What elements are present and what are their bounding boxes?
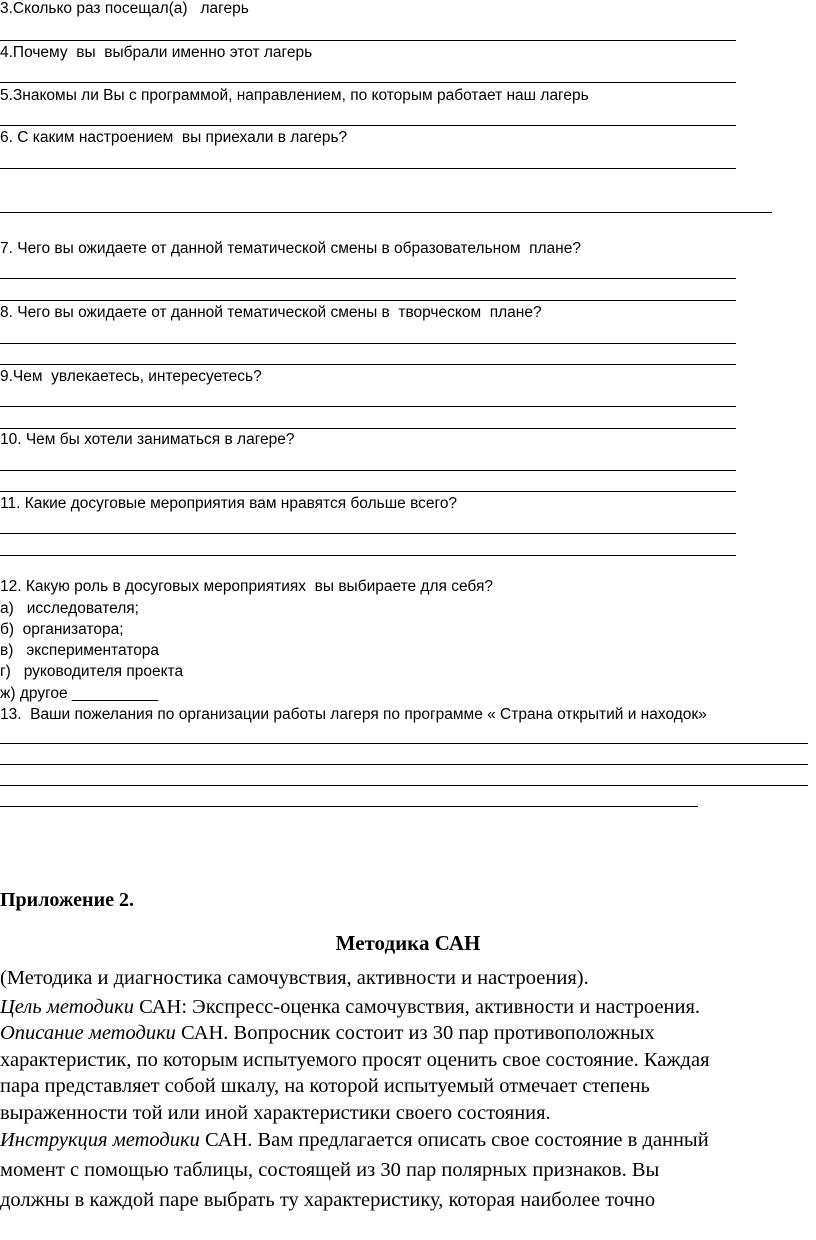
answer-line xyxy=(0,212,772,213)
line-text: САН. Вопросник состоит из 30 пар противоположных xyxy=(175,1022,655,1044)
paragraph-line xyxy=(0,1128,709,1152)
answer-line xyxy=(0,785,808,786)
question-4: 4.Почему вы выбрали именно этот лагерь xyxy=(0,44,313,61)
answer-line xyxy=(0,555,736,556)
answer-line xyxy=(0,278,736,279)
answer-line xyxy=(0,82,736,83)
question-8: 8. Чего вы ожидаете от данной тематической смены в творческом плане? xyxy=(0,304,542,321)
paragraph-line xyxy=(0,1074,650,1098)
line-text: должны в каждой паре выбрать ту характеристику, которая наиболее точно xyxy=(0,1189,656,1211)
option-a: а) исследователя; xyxy=(0,600,139,617)
paragraph-line xyxy=(0,1188,655,1212)
answer-line xyxy=(0,364,736,365)
answer-line xyxy=(0,168,736,169)
italic-term: Инструкция методики xyxy=(0,1129,200,1151)
option-other: ж) другое __________ xyxy=(0,685,159,702)
question-11: 11. Какие досуговые мероприятия вам нравятся больше всего? xyxy=(0,495,458,512)
answer-line xyxy=(0,343,736,344)
answer-line xyxy=(0,40,736,41)
paragraph-line xyxy=(0,1048,710,1072)
italic-term: Цель методики xyxy=(0,996,134,1018)
answer-line xyxy=(0,764,808,765)
paragraph-line xyxy=(0,1101,551,1125)
answer-line xyxy=(0,300,736,301)
answer-line xyxy=(0,470,736,471)
method-title: Методика САН xyxy=(335,931,481,955)
question-7: 7. Чего вы ожидаете от данной тематической смены в образовательном плане? xyxy=(0,240,581,257)
question-9: 9.Чем увлекаетесь, интересуетесь? xyxy=(0,368,262,385)
question-12: 12. Какую роль в досуговых мероприятиях вы выбираете для себя? xyxy=(0,578,493,595)
question-10: 10. Чем бы хотели заниматься в лагере? xyxy=(0,431,295,448)
line-text: момент с помощью таблицы, состоящей из 30 пар полярных признаков. Вы xyxy=(0,1159,660,1181)
question-6: 6. С каким настроением вы приехали в лагерь? xyxy=(0,129,348,146)
paragraph-line xyxy=(0,1021,655,1045)
answer-line xyxy=(0,406,736,407)
answer-line xyxy=(0,125,736,126)
line-text: САН. Вам предлагается описать свое состояние в данный xyxy=(199,1129,709,1151)
question-13: 13. Ваши пожелания по организации работы лагеря по программе « Страна открытий и находок» xyxy=(0,706,707,723)
answer-line xyxy=(0,533,736,534)
answer-line xyxy=(0,806,698,807)
line-text: САН: Экспресс-оценка самочувствия, активности и настроения. xyxy=(133,996,701,1018)
answer-line xyxy=(0,428,736,429)
question-5: 5.Знакомы ли Вы с программой, направлением, по которым работает наш лагерь xyxy=(0,87,589,104)
option-d: г) руководителя проекта xyxy=(0,663,184,680)
appendix-label: Приложение 2. xyxy=(0,889,134,911)
question-3: 3.Сколько раз посещал(а) лагерь xyxy=(0,0,249,17)
answer-line xyxy=(0,491,736,492)
option-b: б) организатора; xyxy=(0,621,124,638)
line-text: (Методика и диагностика самочувствия, активности и настроения). xyxy=(0,967,589,989)
line-text: выраженности той или иной характеристики своего состояния. xyxy=(0,1102,551,1124)
line-text: пара представляет собой шкалу, на которой испытуемый отмечает степень xyxy=(0,1075,650,1097)
paragraph-line xyxy=(0,1158,659,1182)
paragraph-line xyxy=(0,966,589,990)
option-c: в) экспериментатора xyxy=(0,642,160,659)
line-text: характеристик, по которым испытуемого просят оценить свое состояние. Каждая xyxy=(0,1049,710,1071)
paragraph-line xyxy=(0,995,700,1019)
italic-term: Описание методики xyxy=(0,1022,176,1044)
answer-line xyxy=(0,743,808,744)
